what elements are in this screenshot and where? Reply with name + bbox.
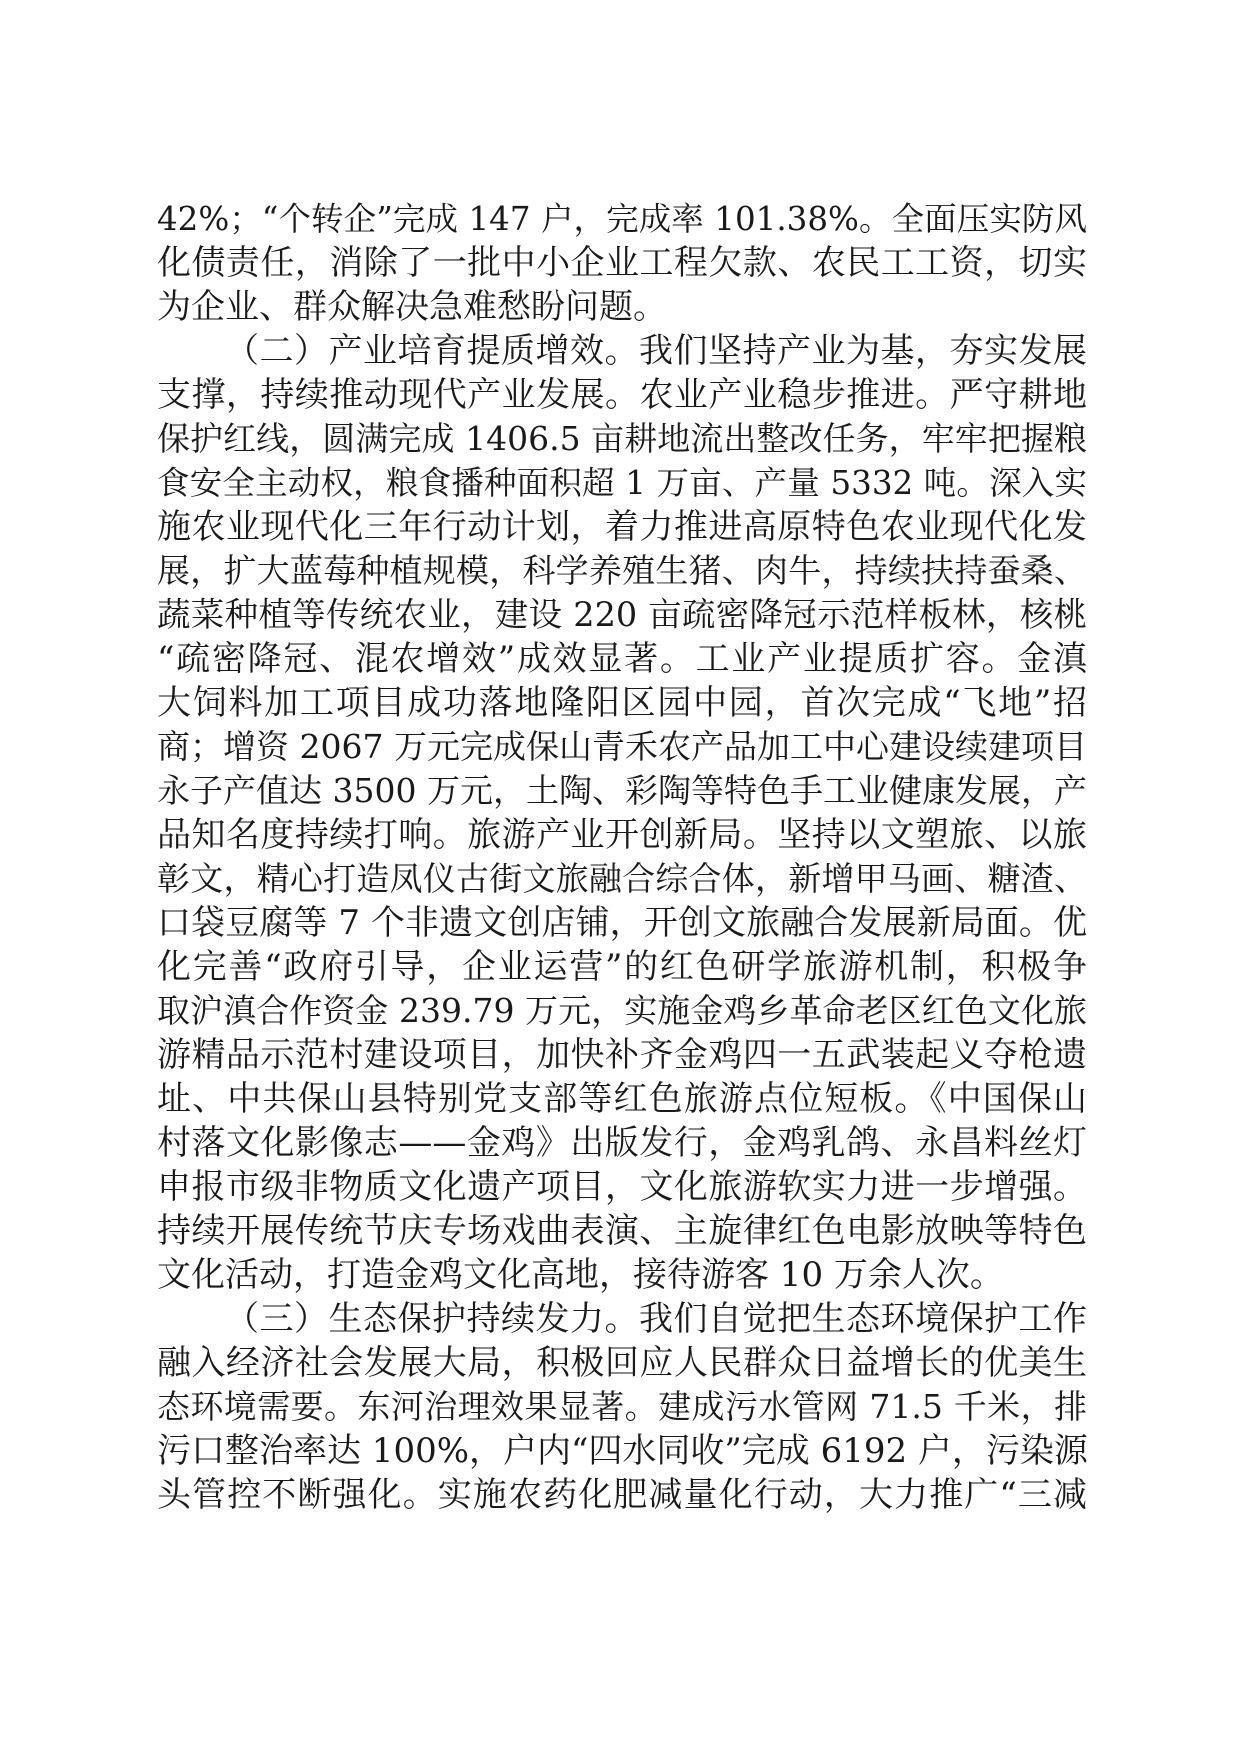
text-line: 展，扩大蓝莓种植规模，科学养殖生猪、肉牛，持续扶持蚕桑、 [157, 551, 1087, 590]
text-line: 支撑，持续推动现代产业发展。农业产业稳步推进。严守耕地 [157, 375, 1087, 415]
text-line: 商；增资 2067 万元完成保山青禾农产品加工中心建设续建项目 [157, 727, 1087, 766]
section-heading-line: （二）产业培育提质增效。我们坚持产业为基，夯实发展 [225, 331, 1087, 371]
text-line: 址、中共保山县特别党支部等红色旅游点位短板。《中国保山 [157, 1079, 1087, 1119]
text-line: 保护红线，圆满完成 1406.5 亩耕地流出整改任务，牢牢把握粮 [157, 419, 1087, 458]
text-line: 态环境需要。东河治理效果显著。建成污水管网 71.5 千米，排 [157, 1387, 1087, 1426]
text-line: 为企业、群众解决急难愁盼问题。 [157, 287, 667, 327]
text-line: 取沪滇合作资金 239.79 万元，实施金鸡乡革命老区红色文化旅 [157, 991, 1087, 1030]
section-heading-line: （三）生态保护持续发力。我们自觉把生态环境保护工作 [225, 1299, 1087, 1339]
text-line: 42%；“个转企”完成 147 户，完成率 101.38%。全面压实防风 [157, 200, 1087, 238]
text-line: 大饲料加工项目成功落地隆阳区园中园，首次完成“飞地”招 [157, 683, 1087, 723]
text-line: 口袋豆腐等 7 个非遗文创店铺，开创文旅融合发展新局面。优 [157, 903, 1087, 943]
text-line: 头管控不断强化。实施农药化肥减量化行动，大力推广“三减 [157, 1475, 1087, 1515]
body-text [157, 197, 1087, 1517]
text-line: 施农业现代化三年行动计划，着力推进高原特色农业现代化发 [157, 507, 1087, 547]
text-line: 村落文化影像志——金鸡》出版发行，金鸡乳鸽、永昌料丝灯 [157, 1123, 1087, 1163]
text-line: 永子产值达 3500 万元，土陶、彩陶等特色手工业健康发展，产 [157, 771, 1087, 810]
text-line: 食安全主动权，粮食播种面积超 1 万亩、产量 5332 吨。深入实 [157, 464, 1087, 502]
text-line: 彰文，精心打造凤仪古街文旅融合综合体，新增甲马画、糖渣、 [157, 859, 1087, 898]
text-line: 游精品示范村建设项目，加快补齐金鸡四一五武装起义夺枪遗 [157, 1035, 1087, 1075]
text-line: 污口整治率达 100%，户内“四水同收”完成 6192 户，污染源 [157, 1431, 1088, 1471]
text-line: 持续开展传统节庆专场戏曲表演、主旋律红色电影放映等特色 [157, 1211, 1087, 1251]
text-line: 化债责任，消除了一批中小企业工程欠款、农民工工资，切实 [157, 243, 1087, 283]
text-line: 融入经济社会发展大局，积极回应人民群众日益增长的优美生 [157, 1343, 1087, 1383]
text-line: 化完善“政府引导，企业运营”的红色研学旅游机制，积极争 [157, 947, 1087, 987]
text-line: “疏密降冠、混农增效”成效显著。工业产业提质扩容。金滇 [157, 639, 1087, 679]
text-line: 蔬菜种植等传统农业，建设 220 亩疏密降冠示范样板林，核桃 [157, 595, 1087, 634]
text-line: 品知名度持续打响。旅游产业开创新局。坚持以文塑旅、以旅 [157, 815, 1087, 855]
text-line: 文化活动，打造金鸡文化高地，接待游客 10 万余人次。 [157, 1255, 1004, 1295]
text-line: 申报市级非物质文化遗产项目，文化旅游软实力进一步增强。 [157, 1167, 1087, 1207]
